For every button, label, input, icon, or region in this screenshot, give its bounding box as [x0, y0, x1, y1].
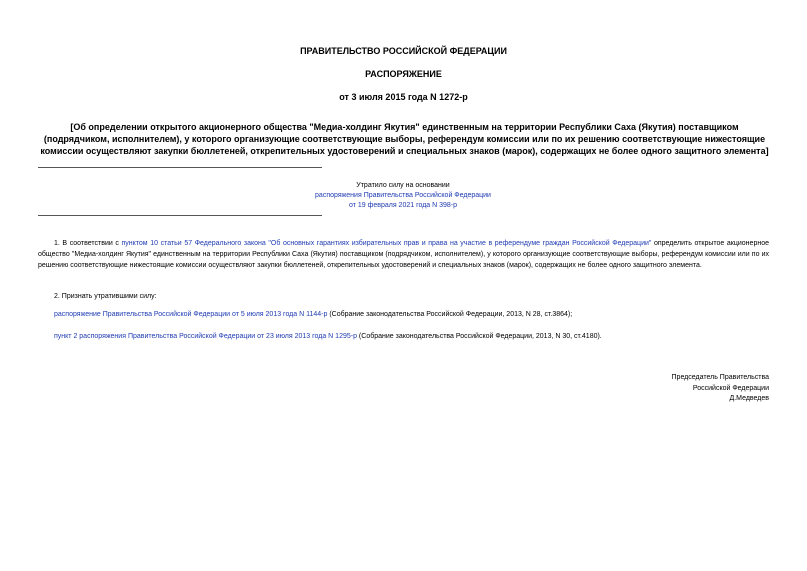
invalidated-item-text: (Собрание законодательства Российской Федерации, 2013, N 30, ст.4180). [356, 333, 602, 340]
divider-bottom [38, 215, 322, 216]
signature-name: Д.Медведев [729, 395, 769, 402]
paragraph-2: 2. Признать утратившими силу: [54, 293, 157, 300]
lost-force-link[interactable]: распоряжения Правительства Российской Федерации [315, 192, 491, 199]
invalidated-item-link[interactable]: распоряжение Правительства Российской Федерации от 5 июля 2013 года N 1144-р [54, 311, 328, 318]
lost-force-label: Утратило силу на основании [356, 182, 450, 189]
signature-position: Председатель Правительства [671, 374, 769, 381]
paragraph-1-prefix: 1. В соответствии с [54, 240, 122, 247]
document-type-heading: РАСПОРЯЖЕНИЕ [365, 69, 442, 79]
invalidated-item-link[interactable]: пункт 2 распоряжения Правительства Российской Федерации от 23 июля 2013 года N 1295-р [54, 333, 357, 340]
document-title: [Об определении открытого акционерного общества "Медиа-холдинг Якутия" единственным на территории Республики Саха (Якутия) поставщиком (подрядчиком, исполнителем), у которого организующие соответствующие выборы, референдум комиссии или по их решению соответствующие нижестоящие комиссии осуществляют закупки бюллетеней, открепительных удостоверений и специальных знаков (марок), содержащих не более одного защитного элемента] [40, 122, 769, 156]
paragraph-1-text: определить открытое акционерное общество "Медиа-холдинг Якутия" единственным на территории Республики Саха (Якутия) поставщиком (подрядчиком, исполнителем), у которого организующие соответствующие выборы, референдум комиссии или по их решению соответствующие нижестоящие комиссии осуществляют закупки бюллетеней, открепительных удостоверений и специальных знаков (марок), содержащих не более одного защитного элемента. [38, 240, 769, 269]
divider-top [38, 167, 322, 168]
invalidated-item [54, 311, 572, 318]
law-article-link[interactable]: пунктом 10 статьи 57 Федерального закона [121, 240, 266, 247]
government-heading: ПРАВИТЕЛЬСТВО РОССИЙСКОЙ ФЕДЕРАЦИИ [300, 46, 507, 56]
signature-organization: Российской Федерации [692, 385, 769, 392]
law-title-link[interactable]: "Об основных гарантиях избирательных прав и права на участие в референдуме граждан Российской Федерации" [268, 240, 652, 247]
invalidated-item [54, 333, 602, 340]
document-date-number: от 3 июля 2015 года N 1272-р [339, 92, 468, 102]
lost-force-link-date[interactable]: от 19 февраля 2021 года N 398-р [348, 202, 458, 209]
invalidated-item-text: (Собрание законодательства Российской Федерации, 2013, N 28, ст.3864); [327, 311, 573, 318]
paragraph-1 [38, 238, 769, 271]
